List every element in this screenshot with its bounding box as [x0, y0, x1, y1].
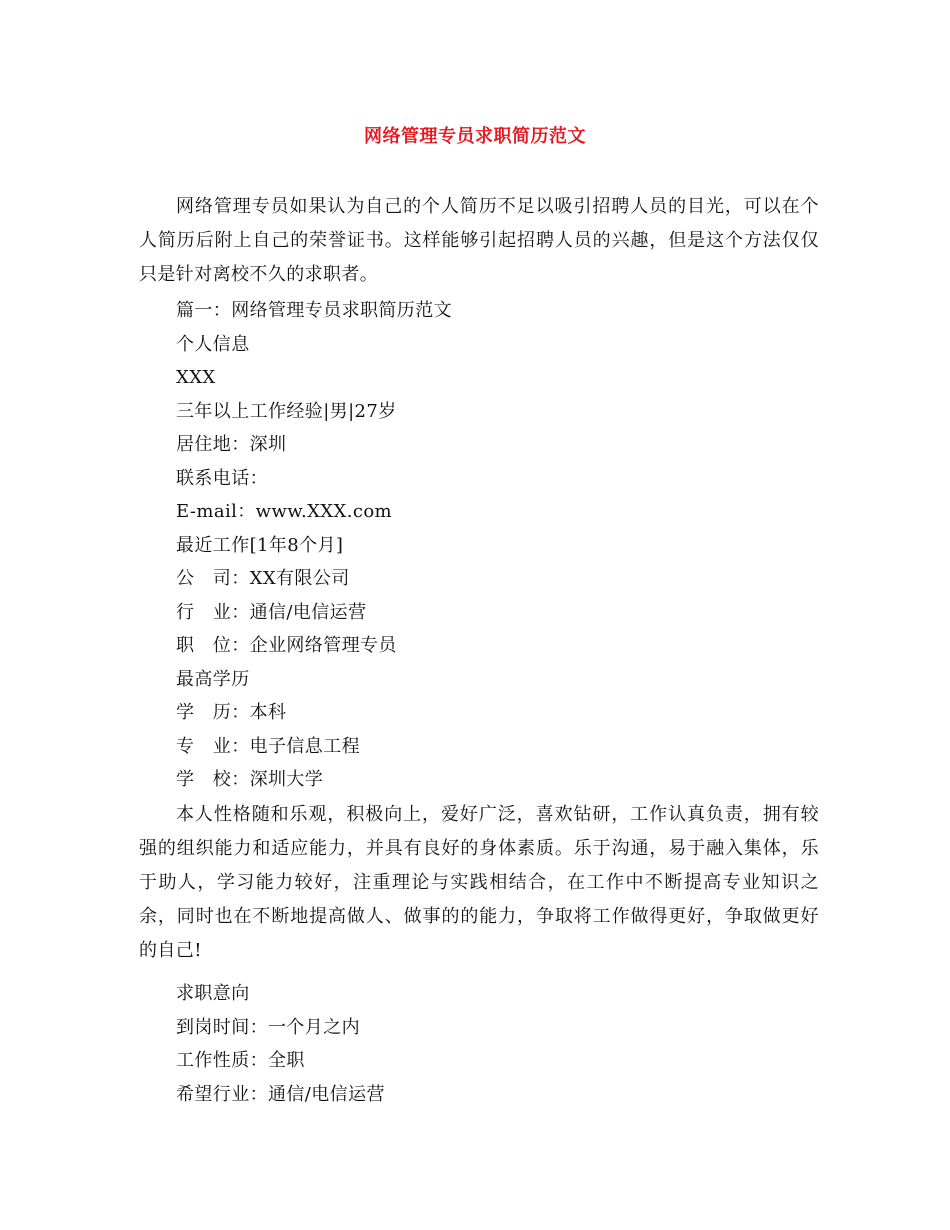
- phone-line: 联系电话：: [176, 467, 268, 489]
- company-line: 公 司：XX有限公司: [176, 568, 350, 589]
- degree-line: 学 历：本科: [176, 702, 287, 723]
- job-intention-list: [176, 977, 385, 1111]
- desired-industry-line: 希望行业：通信/电信运营: [176, 1083, 385, 1105]
- start-time-line: 到岗时间：一个月之内: [176, 1016, 360, 1038]
- industry-line: 行 业：通信/电信运营: [176, 601, 367, 623]
- resume-info-list: [176, 294, 452, 797]
- section-heading-education: 最高学历: [176, 668, 250, 690]
- job-type-line: 工作性质：全职: [176, 1050, 305, 1071]
- residence-line: 居住地：深圳: [176, 434, 287, 455]
- email-line: E-mail：www.XXX.com: [176, 501, 393, 522]
- intro-paragraph: 网络管理专员如果认为自己的个人简历不足以吸引招聘人员的目光，可以在个人简历后附上自己的荣誉证书。这样能够引起招聘人员的兴趣，但是这个方法仅仅只是针对离校不久的求职者。: [139, 196, 819, 285]
- section-heading-job-intention: 求职意向: [176, 983, 250, 1004]
- major-line: 专 业：电子信息工程: [176, 735, 360, 757]
- position-line: 职 位：企业网络管理专员: [176, 635, 397, 656]
- document-title: 网络管理专员求职简历范文: [364, 126, 586, 147]
- section-heading-sample: 篇一：网络管理专员求职简历范文: [176, 300, 452, 321]
- section-heading-recent-work: 最近工作[1年8个月]: [176, 534, 344, 556]
- self-evaluation-paragraph: 本人性格随和乐观，积极向上，爱好广泛，喜欢钻研，工作认真负责，拥有较强的组织能力和适应能力，并具有良好的身体素质。乐于沟通，易于融入集体，乐于助人，学习能力较好，注重理论与实践相结合，在工作中不断提高专业知识之余，同时也在不断地提高做人、做事的的能力，争取将工作做得更好，争取做更好的自己!: [139, 804, 819, 961]
- candidate-name: XXX: [176, 367, 216, 388]
- experience-summary: 三年以上工作经验|男|27岁: [176, 400, 397, 422]
- section-heading-personal-info: 个人信息: [176, 333, 250, 355]
- school-line: 学 校：深圳大学: [176, 769, 324, 790]
